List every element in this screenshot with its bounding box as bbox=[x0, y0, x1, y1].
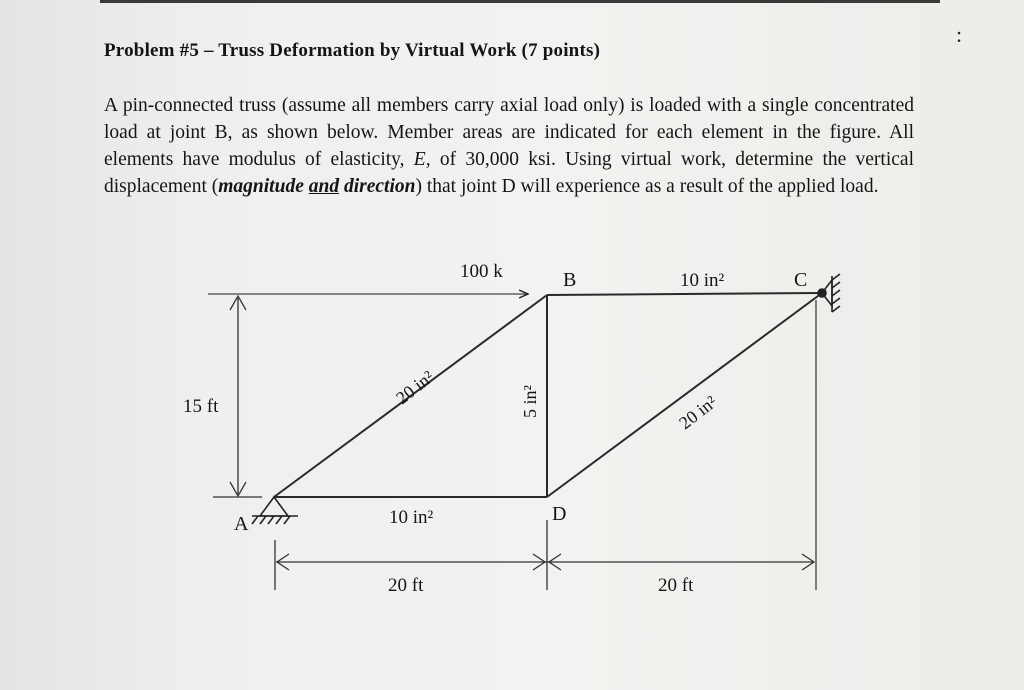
statement-part-a: A pin-connected truss (assume all members carry axial load only) is loaded with a single concentrated load at joint B, as shown below. Member areas are indicated for each element in the figure. All elements have modulus of elasticity, bbox=[104, 95, 914, 170]
area-dc-label: 20 in² bbox=[675, 391, 721, 434]
statement-part-b: of 30,000 ksi. Using virtual work, determine the vertical displacement ( bbox=[104, 149, 914, 197]
span-left-label: 20 ft bbox=[388, 575, 424, 596]
height-label: 15 ft bbox=[183, 396, 219, 417]
area-bc-label: 10 in² bbox=[680, 270, 725, 291]
statement-part-c: ) that joint D will experience as a result of the applied load. bbox=[415, 176, 879, 197]
corner-mark: : bbox=[956, 22, 963, 47]
statement-direction: direction bbox=[343, 176, 416, 197]
problem-title: Problem #5 – Truss Deformation by Virtual Work (7 points) bbox=[104, 40, 601, 61]
statement-magnitude: magnitude bbox=[218, 176, 304, 197]
span-dimension bbox=[275, 520, 814, 590]
joint-a-label: A bbox=[234, 513, 249, 535]
span-right-label: 20 ft bbox=[658, 575, 694, 596]
joint-b-label: B bbox=[563, 269, 577, 291]
member-dc bbox=[547, 293, 822, 497]
area-ad-label: 10 in² bbox=[389, 507, 434, 528]
pin-support-c bbox=[818, 274, 840, 312]
height-dimension bbox=[213, 296, 262, 497]
joint-c-label: C bbox=[794, 269, 808, 291]
area-bd-label: 5 in² bbox=[520, 385, 540, 418]
statement-modulus-symbol: E, bbox=[413, 149, 431, 170]
joint-d-label: D bbox=[552, 503, 567, 525]
area-ab-label: 20 in² bbox=[392, 366, 438, 409]
member-bc bbox=[547, 293, 822, 295]
statement-and: and bbox=[308, 176, 340, 197]
pin-support-a bbox=[252, 497, 298, 524]
load-label: 100 k bbox=[460, 261, 503, 282]
